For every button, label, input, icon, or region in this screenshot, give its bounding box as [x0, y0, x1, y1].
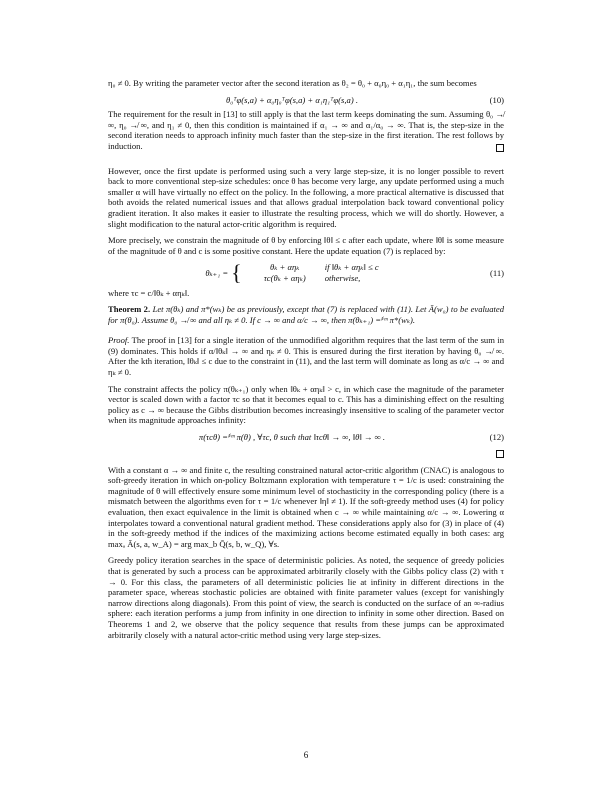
paragraph-however: However, once the first update is performed using such a very large step-size, it is no longer possible to revert back to more conventional step-size schedules: once θ has become very large, any update performed using a much smaller α will have virtually no effect on the policy. In the following, a more practical alternative is discussed that both avoids the related numerical issues and that allows gradual interpolation back toward conventional policy gradient iteration. It also makes it easier to illustrate the resulting process, which we will do shortly. However, a slight modification to the natural actor-critic algorithm is required.: [108, 165, 504, 229]
theorem-2: [108, 304, 504, 325]
theorem-2-label: Theorem 2.: [108, 304, 151, 315]
paragraph-requirement-text: The requirement for the result in [13] to still apply is that the last term keeps dominating the sum. Assuming θ₀ ↛ ∞, η₀ ↛ ∞, and η₁ ≠ 0, then this condition is maintained if α₁ → ∞ and α₁/α₀ → ∞. That is, the step-size in the second iteration needs to approach infinity much faster than the step-size in the first iteration. The rest follows by induction.: [108, 109, 504, 151]
proof-label: Proof.: [108, 335, 130, 346]
equation-11: [108, 259, 504, 285]
paragraph-greedy: Greedy policy iteration searches in the space of deterministic policies. As noted, the sequence of greedy policies that is generated by such a process can be approximated arbitrarily closely with the Gibbs policy class (2) with τ → 0. For this class, the parameters of all deterministic policies lie at infinity in different directions in the parameter space, whereas stochastic policies are obtained with finite parameter values (except for vanishingly narrow directions along diagonals). From this point of view, the search is conducted on the surface of an ∞-radius sphere: each iteration performs a jump from infinity in one direction to infinity in some other direction. Based on Theorems 1 and 2, we observe that the policy sequence that results from these jumps can be approximated arbitrarily closely with a natural actor-critic method using very large step-sizes.: [108, 555, 504, 640]
equation-12-number: (12): [489, 432, 504, 443]
equation-10: [108, 95, 504, 106]
equation-11-case1-cond: if ‖θₖ + αηₖ‖ ≤ c: [324, 262, 379, 273]
page-body: [108, 78, 504, 646]
paragraph-requirement: [108, 109, 504, 151]
page-number: 6: [303, 750, 309, 760]
qed-square-icon-2: [496, 450, 504, 458]
paragraph-intro: η₀ ≠ 0. By writing the parameter vector after the second iteration as θ₂ = θ₀ + α₀η₀ + α₁η₁, the sum becomes: [108, 78, 477, 88]
equation-11-case1-expr: θₖ + αηₖ: [270, 262, 300, 273]
equation-11-case2-expr: τc(θₖ + αηₖ): [263, 272, 306, 283]
theorem-2-text: Let π(θₖ) and π*(wₖ) be as previously, except that (7) is replaced with (11). Let Ā(w₀) to be evaluated for π(θ₀). Assume θ₀ ↛ ∞ and all ηₖ ≠ 0. If c → ∞ and α/c → ∞, then π(θₖ₊₁) =ˡⁱᵐ π*(wₖ).: [108, 304, 504, 325]
equation-12-body: π(τcθ) =ˡⁱᵐ π(θ) , ∀τc, θ such that ‖τcθ‖ → ∞, ‖θ‖ → ∞ .: [198, 432, 386, 443]
equation-11-number: (11): [490, 267, 504, 278]
equation-11-lhs: θₖ₊₁ =: [205, 267, 229, 278]
paragraph-constraint: More precisely, we constrain the magnitude of θ by enforcing ‖θ‖ ≤ c after each update, where ‖θ‖ is some measure of the magnitude of θ and c is some positive constant. Here the update equation (7) is replaced by:: [108, 235, 504, 256]
proof-text: The proof in [13] for a single iteration of the unmodified algorithm requires that the last term of the sum in (9) dominates. This holds if α/‖θₖ‖ → ∞ and ηₖ ≠ 0. This is ensured during the first iteration by having θ₀ ↛ ∞. After the kth iteration, ‖θₖ‖ ≤ c due to the constraint in (11), and the last term will dominate as long as α/c → ∞ and ηₖ ≠ 0.: [108, 335, 504, 378]
equation-10-number: (10): [489, 94, 504, 105]
proof: [108, 335, 504, 377]
equation-11-cases: [205, 259, 379, 285]
paragraph-constraint-affects: The constraint affects the policy π(θₖ₊₁) only when ‖θₖ + αηₖ‖ > c, in which case the magnitude of the parameter vector is scaled down with a factor τc so that it becomes equal to c. This has a diminishing effect on the resulting policy as c → ∞ because the Gibbs distribution becomes increasingly insensitive to scaling of the parameter vector when its magnitude approaches infinity:: [108, 383, 504, 426]
left-brace-icon: {: [231, 259, 242, 285]
equation-10-body: θ₀ᵀφ(s,a) + α₀η₀ᵀφ(s,a) + α₁η₁ᵀφ(s,a) .: [226, 94, 358, 105]
paragraph-where: where τc = c/‖θₖ + αηₖ‖.: [108, 287, 190, 298]
equation-11-case2-cond: otherwise,: [324, 272, 361, 283]
qed-square-icon: [496, 144, 504, 152]
equation-12: [108, 432, 504, 443]
paragraph-cnac: With a constant α → ∞ and finite c, the resulting constrained natural actor-critic algorithm (CNAC) is analogous to soft-greedy iteration in which on-policy Boltzmann exploration with temperature τ = 1/c is used: constraining the magnitude of θ will effectively ensure some minimum level of stochasticity in the corresponding policy (there is a mismatch between the algorithms even for τ = 1/c whenever ‖η‖ ≠ 1). If the soft-greedy method uses (4) for policy evaluation, then exact equivalence in the limit is obtained when c → ∞ while maintaining α/c → ∞. Lowering α interpolates toward a conventional natural gradient method. These considerations apply also for (3) in place of (4) in the soft-greedy method if the indices of the maximizing actions become estimated equally in both cases: arg maxₐ Ā(s, a, w_A) = arg max_b Q̄(s, b, w_Q), ∀s.: [108, 464, 504, 549]
